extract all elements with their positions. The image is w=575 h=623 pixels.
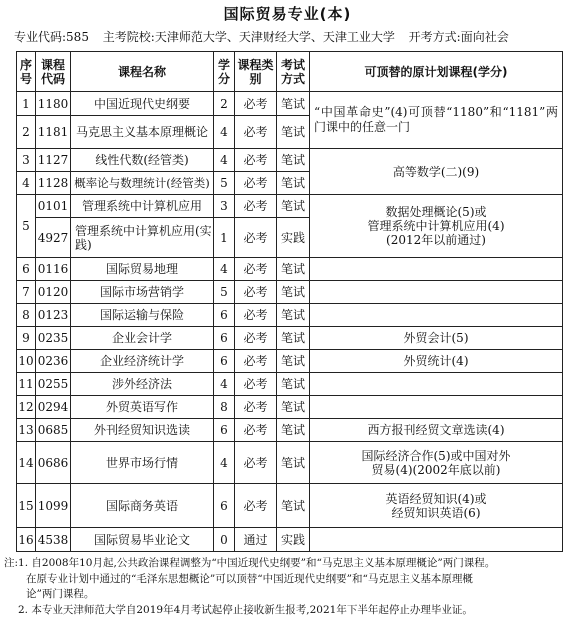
cell-replacement	[310, 484, 563, 528]
page-title: 国际贸易专业(本)	[223, 5, 352, 23]
table-row	[17, 350, 563, 373]
table-row	[17, 442, 563, 484]
footnote-1c: 论”两门课程。	[26, 588, 95, 600]
cell-exam: 笔试	[277, 149, 310, 172]
cell-code: 1180	[36, 92, 71, 116]
cell-code: 0236	[36, 350, 71, 373]
cell-type: 必考	[235, 419, 277, 442]
cell-exam: 实践	[277, 528, 310, 552]
col-header-exam: 考试方式	[277, 52, 310, 92]
table-row	[17, 92, 563, 116]
cell-exam: 笔试	[277, 373, 310, 396]
col-header-code: 课程代码	[36, 52, 71, 92]
cell-credit: 5	[214, 172, 235, 195]
cell-type: 必考	[235, 350, 277, 373]
cell-no: 16	[17, 528, 36, 552]
cell-code: 0116	[36, 258, 71, 281]
cell-no: 11	[17, 373, 36, 396]
table-header-row	[17, 52, 563, 92]
cell-code: 0686	[36, 442, 71, 484]
cell-type: 必考	[235, 149, 277, 172]
cell-no: 15	[17, 484, 36, 528]
col-header-no: 序号	[17, 52, 36, 92]
table-row	[17, 484, 563, 528]
cell-name: 国际商务英语	[71, 484, 214, 528]
cell-credit: 4	[214, 258, 235, 281]
cell-name: 国际市场营销学	[71, 281, 214, 304]
replacement-line: 英语经贸知识(4)或	[385, 491, 487, 506]
cell-exam: 实践	[277, 218, 310, 258]
cell-code: 1099	[36, 484, 71, 528]
cell-no: 12	[17, 396, 36, 419]
cell-exam: 笔试	[277, 281, 310, 304]
col-header-replacement: 可顶替的原计划课程(学分)	[310, 52, 563, 92]
cell-type: 必考	[235, 304, 277, 327]
cell-no: 5	[17, 195, 36, 258]
cell-code: 1128	[36, 172, 71, 195]
cell-exam: 笔试	[277, 195, 310, 218]
cell-name: 国际运输与保险	[71, 304, 214, 327]
cell-no: 7	[17, 281, 36, 304]
cell-credit: 6	[214, 484, 235, 528]
cell-code: 4538	[36, 528, 71, 552]
cell-code: 0294	[36, 396, 71, 419]
cell-no: 2	[17, 116, 36, 149]
cell-type: 必考	[235, 484, 277, 528]
program-code: 专业代码:585	[14, 30, 89, 44]
cell-credit: 4	[214, 373, 235, 396]
col-header-type: 课程类别	[235, 52, 277, 92]
cell-name: 管理系统中计算机应用	[71, 195, 214, 218]
cell-name: 马克思主义基本原理概论	[71, 116, 214, 149]
cell-name: 涉外经济法	[71, 373, 214, 396]
cell-no: 13	[17, 419, 36, 442]
cell-code: 1127	[36, 149, 71, 172]
footnote-2: 2. 本专业天津师范大学自2019年4月考试起停止接收新生报考,2021年下半年起停止办理毕业证。	[18, 603, 473, 616]
replacement-line: 数据处理概论(5)或	[385, 205, 487, 219]
table-row	[17, 327, 563, 350]
cell-code: 1181	[36, 116, 71, 149]
cell-credit: 4	[214, 442, 235, 484]
exam-mode: 开考方式:面向社会	[408, 30, 509, 44]
col-header-credit: 学分	[214, 52, 235, 92]
cell-credit: 8	[214, 396, 235, 419]
cell-name: 中国近现代史纲要	[71, 92, 214, 116]
replacement-line: 经贸知识英语(6)	[391, 505, 481, 520]
program-info	[14, 28, 519, 45]
cell-no: 1	[17, 92, 36, 116]
cell-name: 世界市场行情	[71, 442, 214, 484]
footnotes	[4, 556, 570, 618]
cell-exam: 笔试	[277, 484, 310, 528]
host-schools: 主考院校:天津师范大学、天津财经大学、天津工业大学	[102, 30, 395, 44]
cell-no: 8	[17, 304, 36, 327]
table-row	[17, 304, 563, 327]
cell-no: 4	[17, 172, 36, 195]
table-row	[17, 396, 563, 419]
cell-credit: 0	[214, 528, 235, 552]
cell-replacement	[310, 281, 563, 304]
footnote-1b: 在原专业计划中通过的“毛泽东思想概论”可以顶替“中国近现代史纲要”和“马克思主义基本原理概	[26, 572, 473, 585]
cell-exam: 笔试	[277, 304, 310, 327]
replacement-line: 贸易(4)(2002年底以前)	[371, 462, 501, 477]
replacement-line: (2012年以前通过)	[386, 233, 486, 247]
cell-replacement	[310, 258, 563, 281]
cell-credit: 6	[214, 327, 235, 350]
cell-type: 必考	[235, 258, 277, 281]
cell-exam: 笔试	[277, 258, 310, 281]
cell-code: 0101	[36, 195, 71, 218]
cell-exam: 笔试	[277, 419, 310, 442]
cell-exam: 笔试	[277, 350, 310, 373]
cell-name: 线性代数(经管类)	[71, 149, 214, 172]
cell-name: 外贸英语写作	[71, 396, 214, 419]
cell-credit: 1	[214, 218, 235, 258]
cell-type: 通过	[235, 528, 277, 552]
cell-type: 必考	[235, 373, 277, 396]
cell-replacement	[310, 304, 563, 327]
table-row	[17, 281, 563, 304]
cell-code: 0255	[36, 373, 71, 396]
table-row	[17, 419, 563, 442]
table-row	[17, 195, 563, 218]
cell-credit: 6	[214, 304, 235, 327]
cell-type: 必考	[235, 396, 277, 419]
cell-code: 4927	[36, 218, 71, 258]
cell-type: 必考	[235, 172, 277, 195]
cell-exam: 笔试	[277, 396, 310, 419]
cell-type: 必考	[235, 218, 277, 258]
cell-code: 0120	[36, 281, 71, 304]
cell-exam: 笔试	[277, 442, 310, 484]
cell-credit: 3	[214, 195, 235, 218]
cell-replacement	[310, 396, 563, 419]
table-row	[17, 149, 563, 172]
cell-replacement: “中国革命史”(4)可顶替“1180”和“1181”两门课中的任意一门	[310, 92, 563, 149]
cell-replacement	[310, 373, 563, 396]
cell-code: 0685	[36, 419, 71, 442]
cell-credit: 4	[214, 116, 235, 149]
replacement-line: 国际经济合作(5)或中国对外	[361, 448, 511, 463]
cell-type: 必考	[235, 442, 277, 484]
cell-replacement: 外贸会计(5)	[310, 327, 563, 350]
cell-code: 0235	[36, 327, 71, 350]
cell-no: 9	[17, 327, 36, 350]
cell-no: 6	[17, 258, 36, 281]
cell-name: 概率论与数理统计(经管类)	[71, 172, 214, 195]
course-table	[16, 51, 563, 552]
table-row	[17, 258, 563, 281]
cell-exam: 笔试	[277, 327, 310, 350]
cell-replacement: 高等数学(二)(9)	[310, 149, 563, 195]
cell-replacement	[310, 528, 563, 552]
cell-exam: 笔试	[277, 172, 310, 195]
cell-name: 管理系统中计算机应用(实践)	[71, 218, 214, 258]
table-row	[17, 373, 563, 396]
col-header-name: 课程名称	[71, 52, 214, 92]
cell-type: 必考	[235, 116, 277, 149]
cell-replacement	[310, 442, 563, 484]
cell-credit: 5	[214, 281, 235, 304]
cell-name: 外刊经贸知识选读	[71, 419, 214, 442]
cell-name: 企业会计学	[71, 327, 214, 350]
cell-no: 14	[17, 442, 36, 484]
cell-name: 国际贸易地理	[71, 258, 214, 281]
cell-credit: 4	[214, 149, 235, 172]
cell-type: 必考	[235, 281, 277, 304]
cell-no: 3	[17, 149, 36, 172]
cell-replacement: 外贸统计(4)	[310, 350, 563, 373]
cell-type: 必考	[235, 92, 277, 116]
cell-code: 0123	[36, 304, 71, 327]
cell-replacement: 西方报刊经贸文章选读(4)	[310, 419, 563, 442]
footnote-1a: 注:1. 自2008年10月起,公共政治课程调整为“中国近现代史纲要”和“马克思主义基本原理概论”两门课程。	[4, 557, 496, 569]
replacement-line: 管理系统中计算机应用(4)	[367, 219, 505, 233]
cell-credit: 2	[214, 92, 235, 116]
cell-exam: 笔试	[277, 116, 310, 149]
cell-replacement	[310, 195, 563, 258]
cell-no: 10	[17, 350, 36, 373]
table-row	[17, 528, 563, 552]
cell-exam: 笔试	[277, 92, 310, 116]
cell-name: 企业经济统计学	[71, 350, 214, 373]
cell-credit: 6	[214, 419, 235, 442]
cell-name: 国际贸易毕业论文	[71, 528, 214, 552]
cell-type: 必考	[235, 327, 277, 350]
cell-type: 必考	[235, 195, 277, 218]
cell-credit: 6	[214, 350, 235, 373]
